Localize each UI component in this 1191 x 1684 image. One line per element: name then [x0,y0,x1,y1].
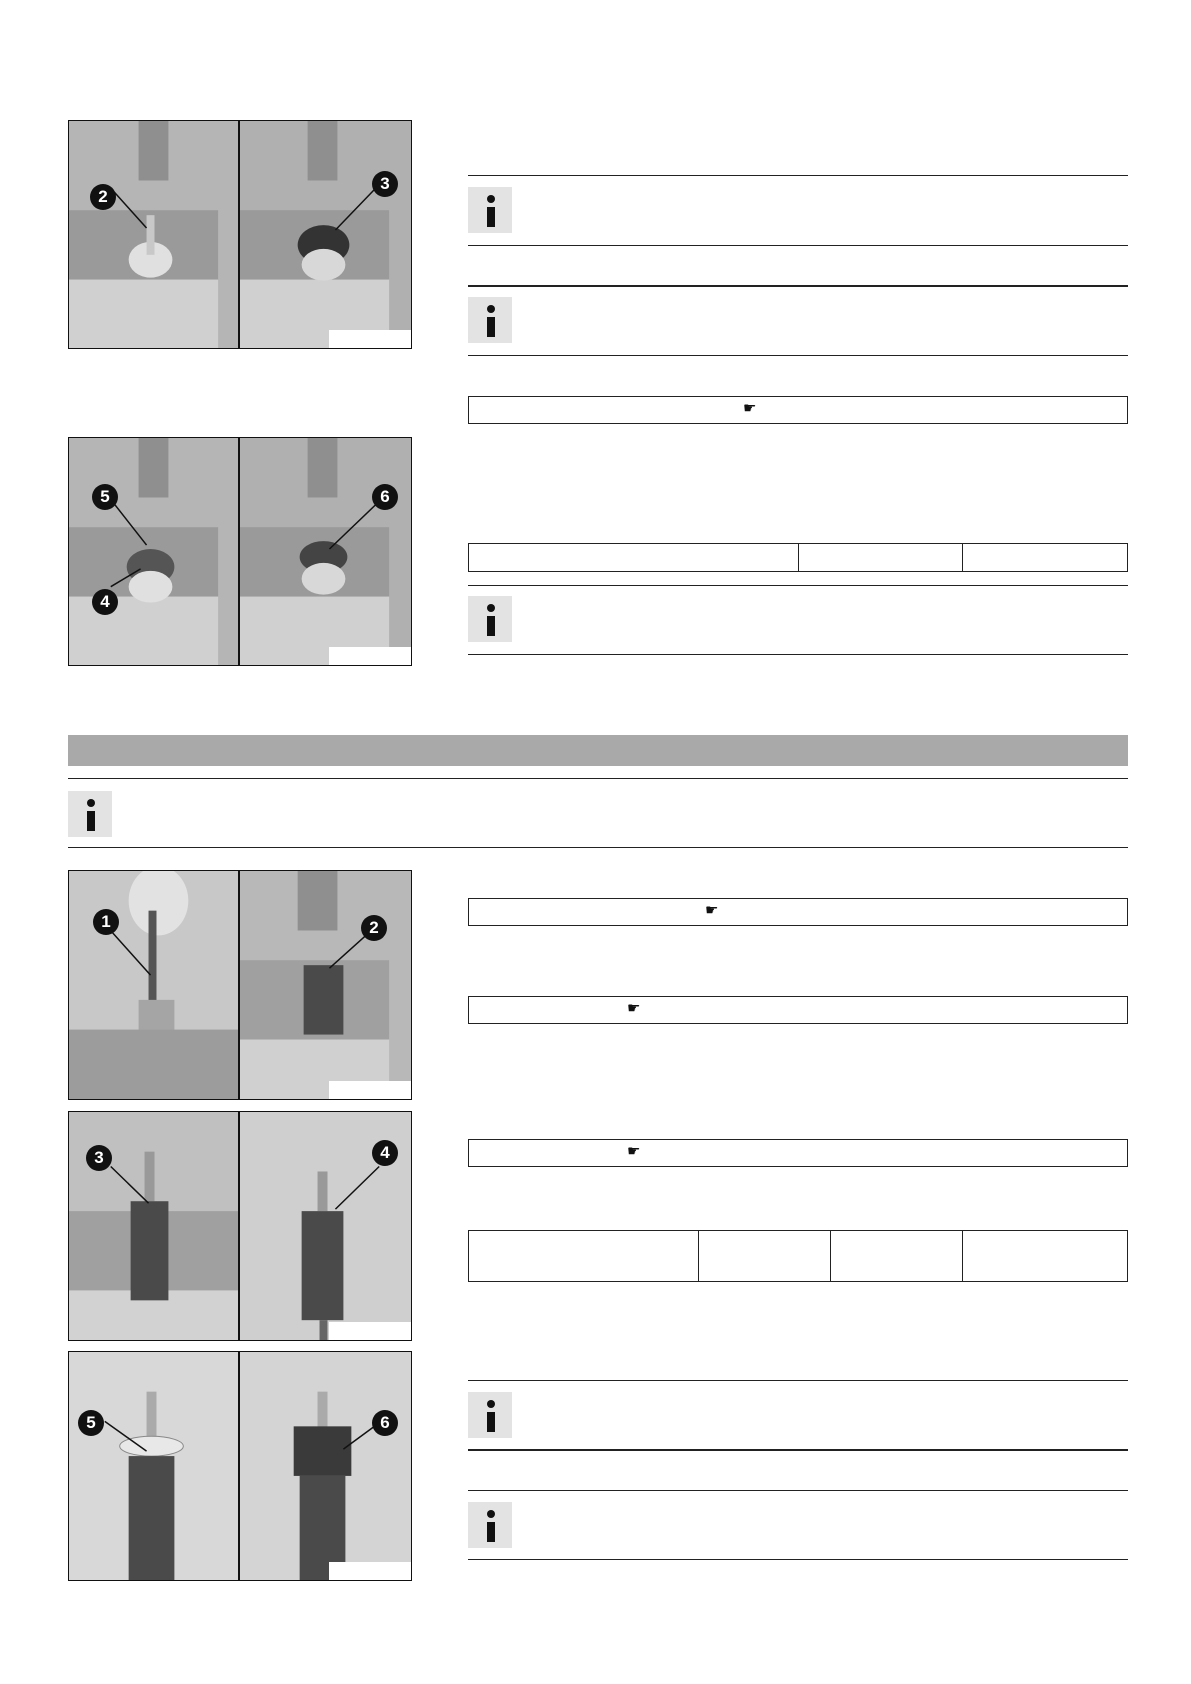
figure-2-label-area [329,647,411,665]
note-5-bottom-rule [468,1559,1128,1560]
figure-3-photo [68,870,412,1100]
spec-table-2-cell [469,1231,699,1281]
reference-box-2[interactable] [468,898,1128,926]
note-2-top-rule [468,285,1128,287]
figure-4-image [69,1112,411,1340]
figure-5-photo [68,1351,412,1581]
info-icon [468,297,512,343]
figure-3-image [69,871,411,1099]
figure-2-image [69,438,411,665]
spec-table-2 [468,1230,1128,1282]
figure-3-callout-left: 1 [93,909,119,935]
figure-1-image [69,121,411,348]
figure-5-label-area [329,1562,411,1580]
pointing-hand-icon: ☛ [743,400,757,417]
pointing-hand-icon: ☛ [627,1143,641,1160]
spec-table-1-cell [963,544,1127,571]
note-5-top-rule [468,1490,1128,1491]
note-3-bottom-rule [468,654,1128,655]
pointing-hand-icon: ☛ [627,1000,641,1017]
note-3-top-rule [468,585,1128,586]
pointing-hand-icon: ☛ [705,902,719,919]
figure-3-callout-right: 2 [361,915,387,941]
spec-table-2-cell [963,1231,1127,1281]
info-icon [468,596,512,642]
info-icon [468,1502,512,1548]
figure-4-callout-left: 3 [86,1145,112,1171]
info-icon [468,187,512,233]
note-1-top-rule [468,175,1128,176]
note-4-bottom-rule [468,1449,1128,1451]
figure-4-callout-right: 4 [372,1140,398,1166]
reference-box-1[interactable] [468,396,1128,424]
figure-5-callout-left: 5 [78,1410,104,1436]
figure-4-label-area [329,1322,411,1340]
reference-box-4[interactable] [468,1139,1128,1167]
spec-table-1 [468,543,1128,572]
note-2-bottom-rule [468,355,1128,356]
reference-box-3[interactable] [468,996,1128,1024]
figure-5-image [69,1352,411,1580]
info-icon [468,1392,512,1438]
figure-1-callout-right: 3 [372,171,398,197]
spec-table-2-cell [699,1231,831,1281]
spec-table-1-cell [469,544,799,571]
figure-1-photo [68,120,412,349]
note-4-top-rule [468,1380,1128,1381]
figure-2-callout-left-bottom: 4 [92,589,118,615]
figure-4-photo [68,1111,412,1341]
section-heading-bar [68,735,1128,766]
figure-3-label-area [329,1081,411,1099]
section-note-bottom-rule [68,847,1128,848]
figure-1-label-area [329,330,411,348]
figure-2-photo [68,437,412,666]
spec-table-2-cell [831,1231,963,1281]
info-icon [68,791,112,837]
figure-2-callout-right: 6 [372,484,398,510]
section-note-top-rule [68,778,1128,779]
figure-1-callout-left: 2 [90,184,116,210]
spec-table-1-cell [799,544,963,571]
figure-5-callout-right: 6 [372,1410,398,1436]
note-1-bottom-rule [468,245,1128,246]
figure-2-callout-left-top: 5 [92,484,118,510]
